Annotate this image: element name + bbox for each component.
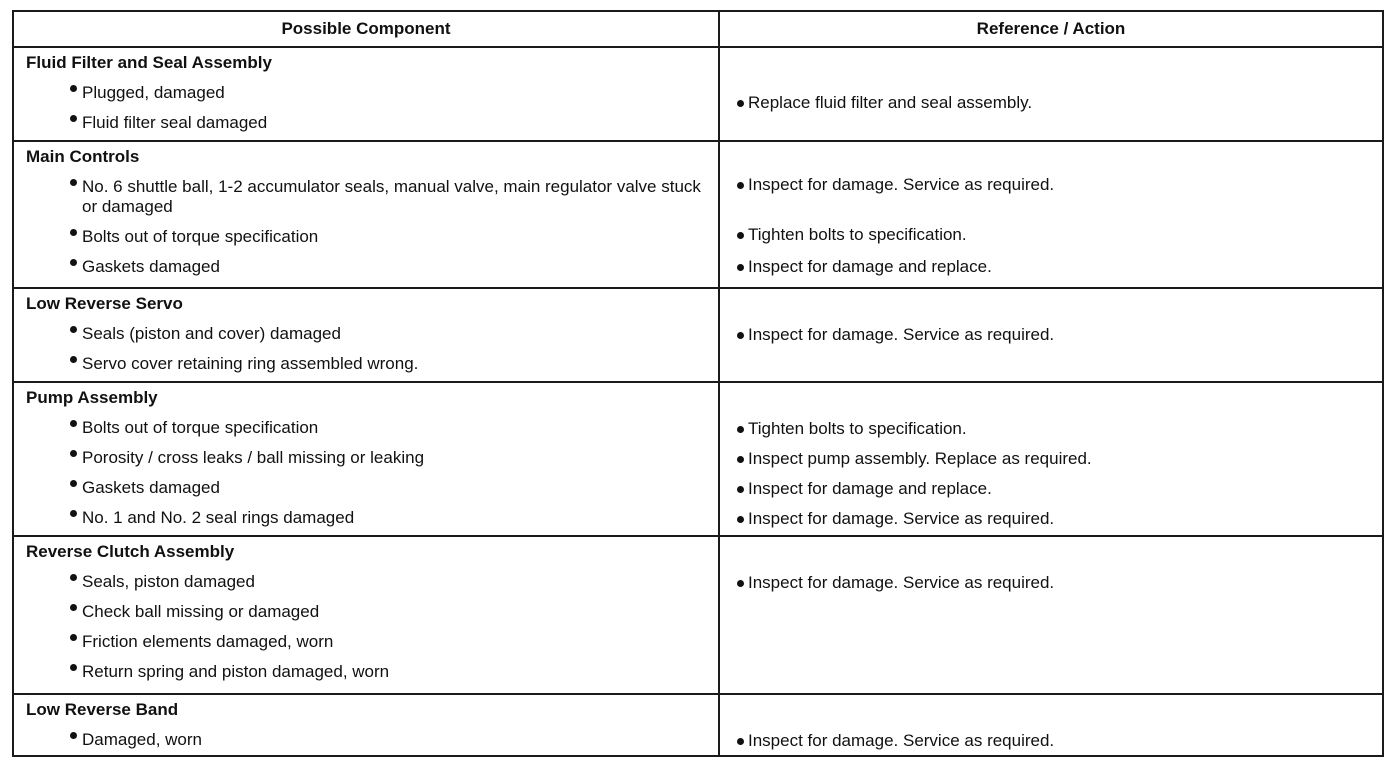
- component-cell: [13, 694, 719, 756]
- section-reverse-clutch: [13, 536, 1383, 694]
- component-item: Bolts out of torque specification: [14, 413, 718, 443]
- action-item: Replace fluid filter and seal assembly.: [720, 93, 1382, 113]
- section-title: Pump Assembly: [26, 388, 158, 407]
- section-title: Main Controls: [26, 147, 140, 166]
- component-item: Porosity / cross leaks / ball missing or leaking: [14, 443, 718, 473]
- action-item: Inspect for damage and replace.: [720, 479, 1382, 509]
- action-item: Inspect for damage. Service as required.: [720, 573, 1382, 593]
- header-possible-component: Possible Component: [13, 11, 719, 47]
- action-item: Inspect pump assembly. Replace as required.: [720, 449, 1382, 479]
- component-item: Friction elements damaged, worn: [14, 627, 718, 657]
- action-cell: [719, 47, 1383, 141]
- action-item: Inspect for damage. Service as required.: [720, 731, 1382, 751]
- action-cell: [719, 288, 1383, 382]
- component-item: Bolts out of torque specification: [14, 222, 718, 252]
- section-fluid-filter: [13, 47, 1383, 141]
- action-item: Tighten bolts to specification.: [720, 419, 1382, 449]
- diagnosis-reference-sheet: [12, 10, 1382, 757]
- action-cell: [719, 382, 1383, 536]
- component-cell: [13, 536, 719, 694]
- section-title: Low Reverse Servo: [26, 294, 183, 313]
- action-cell: [719, 536, 1383, 694]
- component-cell: [13, 288, 719, 382]
- component-item: Check ball missing or damaged: [14, 597, 718, 627]
- component-item: Plugged, damaged: [14, 78, 718, 108]
- component-cell: [13, 47, 719, 141]
- action-item: Inspect for damage and replace.: [720, 257, 1382, 277]
- action-item: Inspect for damage. Service as required.: [720, 509, 1382, 529]
- component-item: Gaskets damaged: [14, 473, 718, 503]
- section-title: Fluid Filter and Seal Assembly: [26, 53, 272, 72]
- section-low-reverse-servo: [13, 288, 1383, 382]
- component-item: Gaskets damaged: [14, 252, 718, 282]
- section-main-controls: [13, 141, 1383, 288]
- component-item: Fluid filter seal damaged: [14, 108, 718, 138]
- component-item: No. 6 shuttle ball, 1-2 accumulator seals, manual valve, main regulator valve stuck or damaged: [14, 172, 718, 222]
- action-cell: [719, 694, 1383, 756]
- action-cell: [719, 141, 1383, 288]
- header-reference-action: Reference / Action: [719, 11, 1383, 47]
- section-pump-assembly: [13, 382, 1383, 536]
- component-item: Servo cover retaining ring assembled wrong.: [14, 349, 718, 379]
- section-low-reverse-band: [13, 694, 1383, 756]
- section-title: Reverse Clutch Assembly: [26, 542, 235, 561]
- action-item: Tighten bolts to specification.: [720, 225, 1382, 257]
- action-item: Inspect for damage. Service as required.: [720, 175, 1382, 225]
- component-cell: [13, 141, 719, 288]
- diagnosis-table: [12, 10, 1384, 757]
- action-item: Inspect for damage. Service as required.: [720, 325, 1382, 345]
- component-item: Return spring and piston damaged, worn: [14, 657, 718, 687]
- section-title: Low Reverse Band: [26, 700, 179, 719]
- component-item: No. 1 and No. 2 seal rings damaged: [14, 503, 718, 533]
- component-item: Damaged, worn: [14, 725, 718, 755]
- component-item: Seals (piston and cover) damaged: [14, 319, 718, 349]
- header-row: [13, 11, 1383, 47]
- component-item: Seals, piston damaged: [14, 567, 718, 597]
- component-cell: [13, 382, 719, 536]
